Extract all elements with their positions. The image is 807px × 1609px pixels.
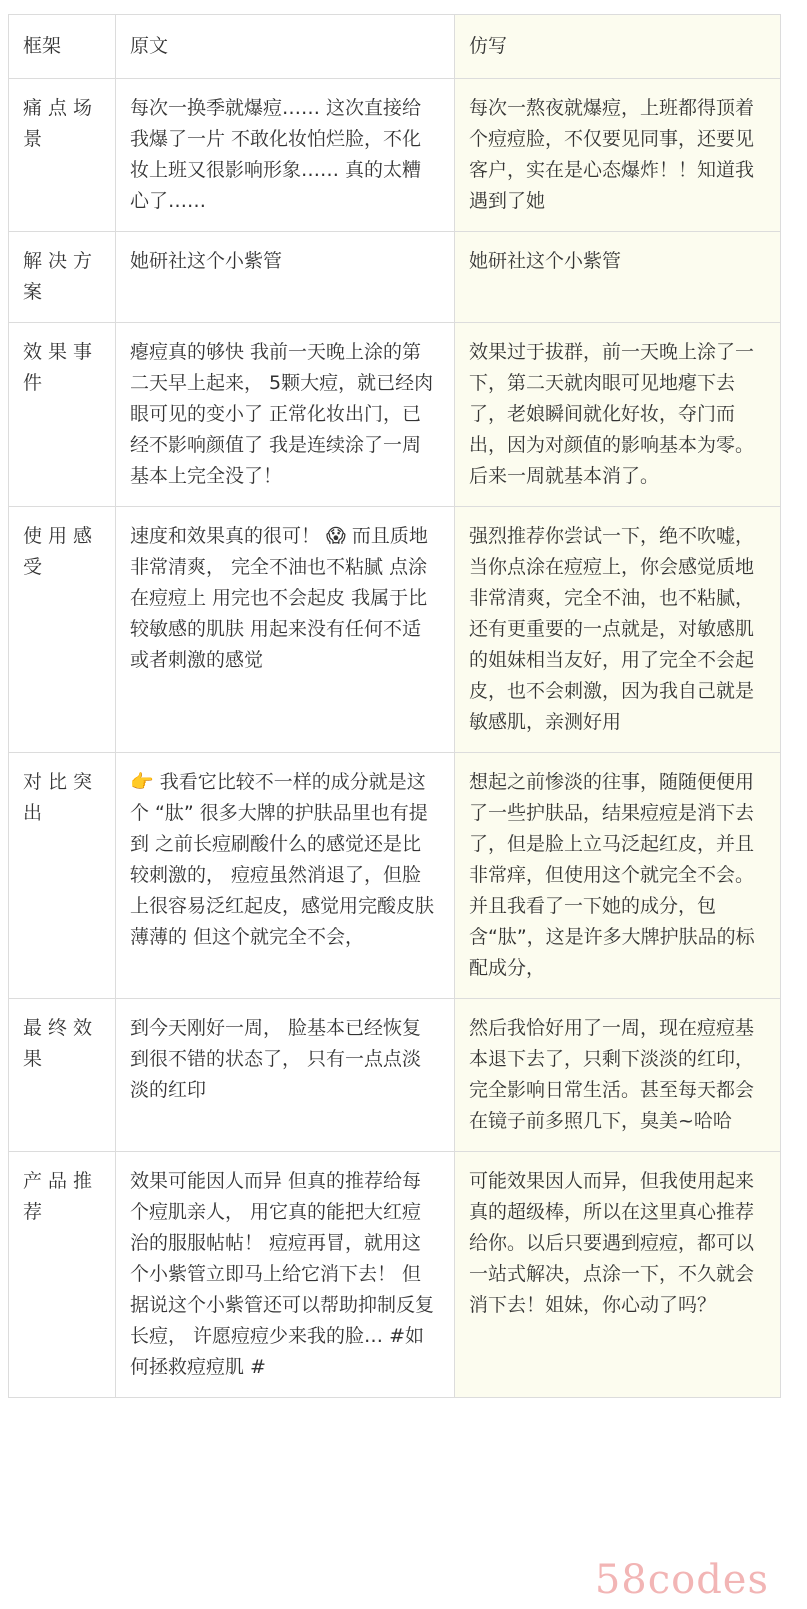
table-row — [9, 753, 781, 999]
header-framework: 框架 — [9, 15, 116, 79]
row-label: 最终效果 — [9, 999, 116, 1152]
original-text-cell: 👉 我看它比较不一样的成分就是这个 “肽” 很多大牌的护肤品里也有提到 之前长痘刷酸什么的感觉还是比较刺激的， 痘痘虽然消退了，但脸上很容易泛红起皮，感觉用完酸皮肤薄薄的 但这个就完全不会， — [116, 753, 455, 999]
imitation-text-cell: 然后我恰好用了一周，现在痘痘基本退下去了，只剩下淡淡的红印，完全影响日常生活。甚至每天都会在镜子前多照几下，臭美~哈哈 — [455, 999, 781, 1152]
imitation-text-cell: 效果过于拔群，前一天晚上涂了一下，第二天就肉眼可见地瘪下去了，老娘瞬间就化好妆，夺门而出，因为对颜值的影响基本为零。后来一周就基本消了。 — [455, 323, 781, 507]
row-label: 产品推荐 — [9, 1152, 116, 1398]
table-row — [9, 507, 781, 753]
comparison-sheet — [8, 14, 780, 1398]
original-text-cell: 她研社这个小紫管 — [116, 232, 455, 323]
header-imitation: 仿写 — [455, 15, 781, 79]
imitation-text-cell: 她研社这个小紫管 — [455, 232, 781, 323]
site-watermark: 58codes — [594, 1557, 769, 1603]
imitation-text-cell: 强烈推荐你尝试一下，绝不吹嘘，当你点涂在痘痘上，你会感觉质地非常清爽，完全不油，也不粘腻，还有更重要的一点就是，对敏感肌的姐妹相当友好，用了完全不会起皮，也不会刺激，因为我自己就是敏感肌，亲测好用 — [455, 507, 781, 753]
header-original: 原文 — [116, 15, 455, 79]
row-label: 痛点场景 — [9, 79, 116, 232]
table-row — [9, 79, 781, 232]
table-row — [9, 323, 781, 507]
original-text-cell: 速度和效果真的很可！ 😱 而且质地非常清爽， 完全不油也不粘腻 点涂在痘痘上 用完也不会起皮 我属于比较敏感的肌肤 用起来没有任何不适或者刺激的感觉 — [116, 507, 455, 753]
original-text-cell: 每次一换季就爆痘…… 这次直接给我爆了一片 不敢化妆怕烂脸，不化妆上班又很影响形象…… 真的太糟心了…… — [116, 79, 455, 232]
table-row — [9, 1152, 781, 1398]
original-text-cell: 效果可能因人而异 但真的推荐给每个痘肌亲人， 用它真的能把大红痘治的服服帖帖！ 痘痘再冒，就用这个小紫管立即马上给它消下去！ 但据说这个小紫管还可以帮助抑制反复长痘， 许愿痘痘少来我的脸… #如何拯救痘痘肌 # — [116, 1152, 455, 1398]
imitation-text-cell: 想起之前惨淡的往事，随随便便用了一些护肤品，结果痘痘是消下去了，但是脸上立马泛起红皮，并且非常痒，但使用这个就完全不会。并且我看了一下她的成分，包含“肽”，这是许多大牌护肤品的标配成分， — [455, 753, 781, 999]
imitation-text-cell: 每次一熬夜就爆痘，上班都得顶着个痘痘脸，不仅要见同事，还要见客户，实在是心态爆炸！！知道我遇到了她 — [455, 79, 781, 232]
row-label: 使用感受 — [9, 507, 116, 753]
table-row — [9, 999, 781, 1152]
original-text-cell: 瘪痘真的够快 我前一天晚上涂的第二天早上起来， 5颗大痘，就已经肉眼可见的变小了 正常化妆出门，已经不影响颜值了 我是连续涂了一周基本上完全没了！ — [116, 323, 455, 507]
row-label: 对比突出 — [9, 753, 116, 999]
row-label: 解决方案 — [9, 232, 116, 323]
imitation-text-cell: 可能效果因人而异，但我使用起来真的超级棒，所以在这里真心推荐给你。以后只要遇到痘痘，都可以一站式解决，点涂一下，不久就会消下去！姐妹，你心动了吗？ — [455, 1152, 781, 1398]
table-row — [9, 232, 781, 323]
comparison-table — [8, 14, 781, 1398]
table-header-row — [9, 15, 781, 79]
row-label: 效果事件 — [9, 323, 116, 507]
original-text-cell: 到今天刚好一周， 脸基本已经恢复到很不错的状态了， 只有一点点淡淡的红印 — [116, 999, 455, 1152]
